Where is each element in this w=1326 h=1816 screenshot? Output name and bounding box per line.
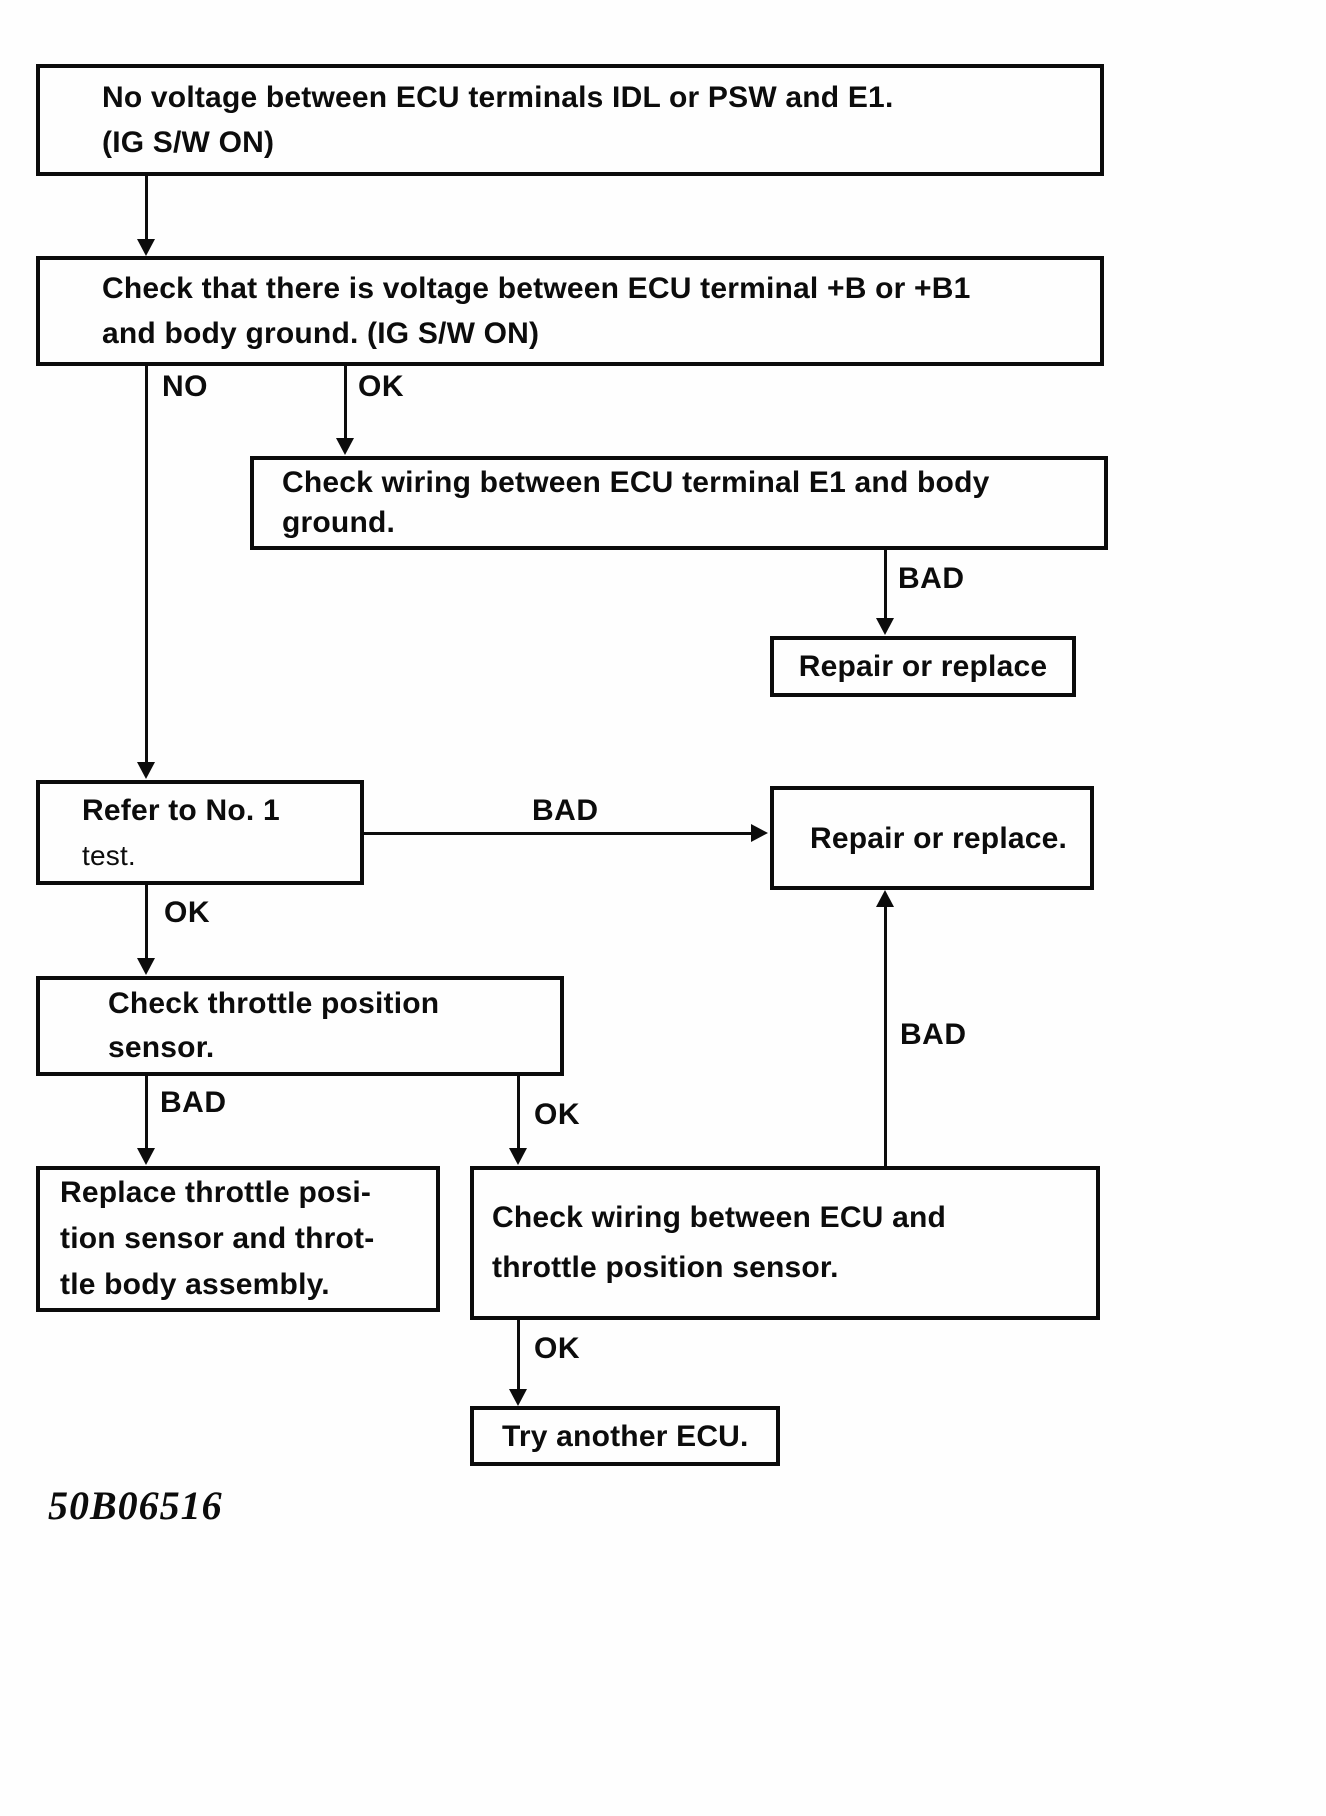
node-text-line: and body ground. (IG S/W ON) (102, 317, 540, 350)
node-text-line: Refer to No. 1 (82, 793, 280, 827)
connector-bad-refer (364, 832, 752, 835)
node-text-line: ground. (282, 506, 396, 539)
connector-ok-branch-top (344, 366, 347, 439)
node-text-line: No voltage between ECU terminals IDL or PSW and E1. (102, 81, 894, 114)
arrowhead-start-down (137, 239, 155, 256)
label-ok-refer-test: OK (164, 896, 210, 929)
node-text-line: tion sensor and throt- (60, 1222, 375, 1255)
node-text-line: Repair or replace. (810, 821, 1068, 855)
label-ok-ecu-wiring: OK (534, 1332, 580, 1365)
arrowhead-no-branch (137, 762, 155, 779)
node-repair-replace-2 (770, 786, 1094, 890)
arrowhead-ok-refer (137, 958, 155, 975)
label-bad-e1-wiring: BAD (898, 562, 965, 595)
node-text-line: Repair or replace (798, 650, 1048, 683)
node-text-line: Replace throttle posi- (60, 1176, 372, 1209)
connector-bad-e1 (884, 550, 887, 619)
arrowhead-bad-throttle (137, 1148, 155, 1165)
label-ok-throttle-sensor: OK (534, 1098, 580, 1131)
node-text-line: throttle position sensor. (492, 1251, 839, 1284)
node-check-ecu-wiring (470, 1166, 1100, 1320)
connector-ok-ecu-wiring (517, 1320, 520, 1390)
arrowhead-bad-ecu-wiring (876, 890, 894, 907)
node-check-e1-wiring (250, 456, 1108, 550)
node-repair-replace-1 (770, 636, 1076, 697)
node-text-line: sensor. (108, 1031, 215, 1064)
node-refer-no1-test (36, 780, 364, 885)
label-bad-refer-test: BAD (532, 794, 599, 827)
label-ok-branch-top: OK (358, 370, 404, 403)
arrowhead-bad-e1 (876, 618, 894, 635)
node-check-b-voltage (36, 256, 1104, 366)
node-text-line: Try another ECU. (502, 1419, 749, 1453)
label-bad-throttle-sensor: BAD (160, 1086, 227, 1119)
arrowhead-ok-throttle (509, 1148, 527, 1165)
node-check-throttle-sensor (36, 976, 564, 1076)
node-text-line: Check wiring between ECU and (492, 1201, 947, 1234)
arrowhead-ok-ecu-wiring (509, 1389, 527, 1406)
node-no-voltage (36, 64, 1104, 176)
connector-start-down (145, 176, 148, 240)
figure-code: 50B06516 (48, 1483, 223, 1528)
node-text-line: Check throttle position (108, 987, 440, 1020)
connector-bad-ecu-wiring (884, 906, 887, 1166)
node-text-line: tle body assembly. (60, 1268, 330, 1301)
connector-ok-refer (145, 885, 148, 959)
node-text-line: Check wiring between ECU terminal E1 and body (282, 466, 990, 499)
node-text-line: Check that there is voltage between ECU terminal +B or +B1 (102, 272, 971, 305)
node-replace-throttle-sensor (36, 1166, 440, 1312)
connector-no-branch (145, 366, 148, 763)
connector-bad-throttle (145, 1076, 148, 1149)
arrowhead-bad-refer (751, 824, 768, 842)
node-text-line: (IG S/W ON) (102, 126, 275, 159)
connector-ok-throttle (517, 1076, 520, 1149)
label-bad-ecu-wiring: BAD (900, 1018, 967, 1051)
label-no-branch: NO (162, 370, 208, 403)
node-try-another-ecu (470, 1406, 780, 1466)
node-text-line: test. (82, 839, 136, 871)
arrowhead-ok-branch-top (336, 438, 354, 455)
